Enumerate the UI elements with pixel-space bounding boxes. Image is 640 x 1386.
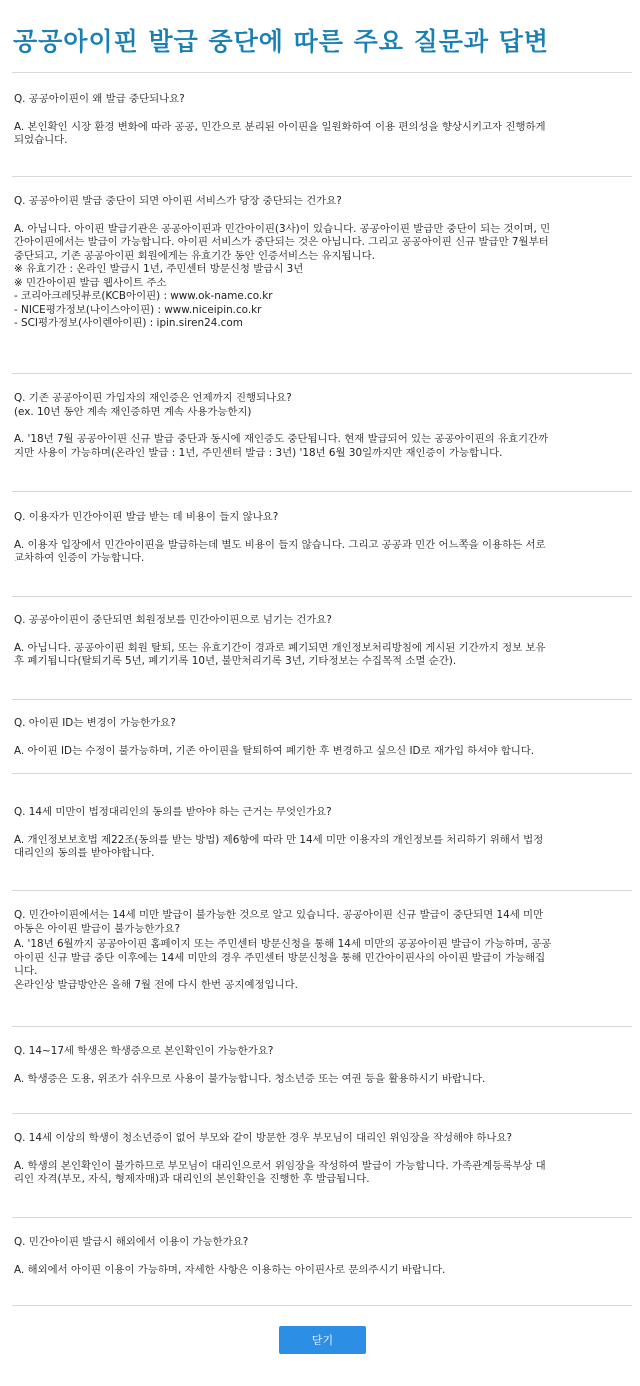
divider [12,72,632,73]
faq-item [14,806,634,861]
divider [12,596,632,597]
faq-question: Q. 공공아이핀이 중단되면 회원정보를 민간아이핀으로 넘기는 건가요? [14,614,332,626]
divider [12,1026,632,1027]
close-button[interactable]: 닫기 [279,1326,366,1354]
faq-item [14,1236,634,1277]
faq-answer: A. '18년 7월 공공아이핀 신규 발급 중단과 동시에 재인증도 중단됩니다. 현재 발급되어 있는 공공아이핀의 유효기간까 지만 사용이 가능하며(온라인 발급 : 1년, 주민센터 발급 : 3년) '18년 6월 30일까지만 재인증이 가능합니다. [14,433,549,459]
faq-item [14,93,634,148]
faq-question: Q. 기존 공공아이핀 가입자의 재인증은 언제까지 진행되나요? (ex. 10년 동안 계속 재인증하면 계속 사용가능한지) [14,392,292,418]
faq-answer: A. 학생증은 도용, 위조가 쉬우므로 사용이 불가능합니다. 청소년증 또는 여권 등을 활용하시기 바랍니다. [14,1072,486,1085]
faq-item [14,1132,634,1187]
faq-answer: A. 아닙니다. 아이핀 발급기관은 공공아이핀과 민간아이핀(3사)이 있습니다. 공공아이핀 발급만 중단이 되는 것이며, 민 간아이핀에서는 발급이 가능합니다. 아이핀 서비스가 중단되는 것은 아닙니다. 그리고 공공아이핀 신규 발급만 7월부터 중단되고, 기존 공공아이핀 회원에게는 유효기간 동안 인증서비스는 유지됩니다. ※ 유효기간 : 온라인 발급시 1년, 주민센터 방문신청 발급시 3년 ※ 민간아이핀 발급 웹사이트 주소 - 코리아크레딧뷰로(KCB아이핀) : www.ok-name.co.kr - NICE평가정보(나이스아이핀) : www.niceipin.co.kr - SCI평가정보(사이렌아이핀) : ipin.siren24.com [14,222,551,329]
faq-item [14,909,634,992]
page-title: 공공아이핀 발급 중단에 따른 주요 질문과 답변 [13,27,550,56]
faq-question: Q. 이용자가 민간아이핀 발급 받는 데 비용이 들지 않나요? [14,511,279,523]
divider [12,1217,632,1218]
faq-question: Q. 민간아이핀 발급시 해외에서 이용이 가능한가요? [14,1236,249,1248]
faq-answer: A. '18년 6월까지 공공아이핀 홈페이지 또는 주민센터 방문신청을 통해 14세 미만의 공공아이핀 발급이 가능하며, 공공 아이핀 신규 발급 중단 이후에는 14세 미만의 경우 주민센터 방문신청을 통해 민간아이핀사의 아이핀 발급이 가능해집 니다. 온라인상 발급방안은 올해 7월 전에 다시 한번 공지예정입니다. [14,938,552,991]
faq-item [14,195,634,331]
faq-item [14,614,634,669]
divider [12,176,632,177]
divider [12,890,632,891]
faq-item [14,392,634,460]
faq-answer: A. 본인확인 시장 환경 변화에 따라 공공, 민간으로 분리된 아이핀을 일원화하여 이용 편의성을 향상시키고자 진행하게 되었습니다. [14,120,546,146]
faq-answer: A. 개인정보보호법 제22조(동의를 받는 방법) 제6항에 따라 만 14세 미만 이용자의 개인정보를 처리하기 위해서 법정 대리인의 동의를 받아야합니다. [14,833,544,859]
faq-item [14,1045,634,1086]
faq-answer: A. 아이핀 ID는 수정이 불가능하며, 기존 아이핀을 탈퇴하여 폐기한 후 변경하고 싶으신 ID로 재가입 하셔야 합니다. [14,744,535,757]
faq-item [14,511,634,566]
faq-question: Q. 공공아이핀 발급 중단이 되면 아이핀 서비스가 당장 중단되는 건가요? [14,195,342,207]
faq-answer: A. 학생의 본인확인이 불가하므로 부모님이 대리인으로서 위임장을 작성하여 발급이 가능합니다. 가족관계등록부상 대 리인 자격(부모, 자식, 형제자매)과 대리인의 본인확인을 진행한 후 발급됩니다. [14,1159,546,1185]
faq-question: Q. 14~17세 학생은 학생증으로 본인확인이 가능한가요? [14,1045,274,1057]
faq-question: Q. 14세 이상의 학생이 청소년증이 없어 부모와 같이 방문한 경우 부모님이 대리인 위임장을 작성해야 하나요? [14,1132,513,1144]
faq-question: Q. 공공아이핀이 왜 발급 중단되나요? [14,93,185,105]
faq-answer: A. 아닙니다. 공공아이핀 회원 탈퇴, 또는 유효기간이 경과로 폐기되면 개인정보처리방침에 게시된 기간까지 정보 보유 후 폐기됩니다(탈퇴기록 5년, 폐기기록 10년, 불만처리기록 3년, 기타정보는 수집목적 소멸 순간). [14,641,546,667]
faq-question: Q. 민간아이핀에서는 14세 미만 발급이 불가능한 것으로 알고 있습니다. 공공아이핀 신규 발급이 중단되면 14세 미만 아동은 아이핀 발급이 불가능한가요? [14,909,544,935]
faq-item [14,717,634,758]
divider [12,773,632,774]
divider [12,491,632,492]
divider [12,1113,632,1114]
faq-answer: A. 해외에서 아이핀 이용이 가능하며, 자세한 사항은 이용하는 아이핀사로 문의주시기 바랍니다. [14,1263,446,1276]
divider [12,1305,632,1306]
divider [12,699,632,700]
divider [12,373,632,374]
faq-question: Q. 14세 미만이 법정대리인의 동의를 받아야 하는 근거는 무엇인가요? [14,806,332,818]
faq-question: Q. 아이핀 ID는 변경이 가능한가요? [14,717,176,729]
faq-answer: A. 이용자 입장에서 민간아이핀을 발급하는데 별도 비용이 들지 않습니다. 그리고 공공과 민간 어느쪽을 이용하든 서로 교차하여 인증이 가능합니다. [14,538,546,564]
